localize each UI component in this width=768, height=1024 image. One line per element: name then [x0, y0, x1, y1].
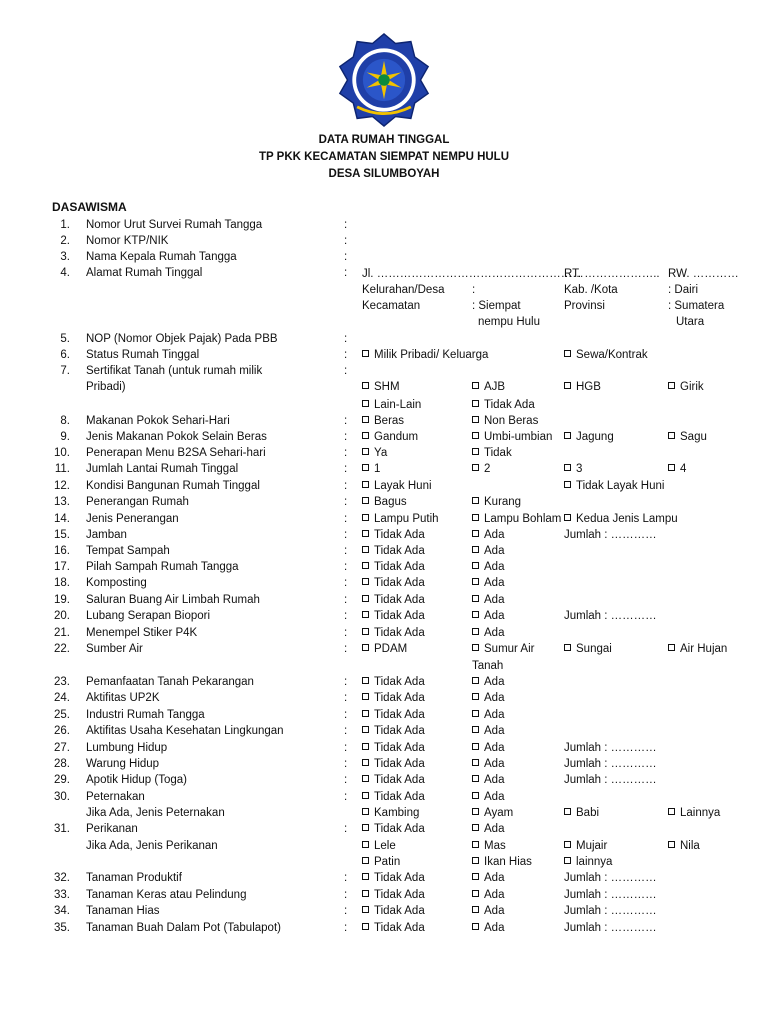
option-1[interactable]: Tidak Ada	[362, 920, 425, 936]
alamat-rt[interactable]: RT. ………………..	[564, 268, 660, 280]
form-row	[0, 429, 768, 445]
option-2[interactable]: Ada	[472, 887, 504, 903]
row-label: Penerapan Menu B2SA Sehari-hari	[86, 447, 266, 459]
row-number: 7.	[60, 365, 70, 377]
row-colon: :	[344, 594, 348, 606]
option-3[interactable]: Sungai	[564, 641, 612, 657]
row-label: Aktifitas Usaha Kesehatan Lingkungan	[86, 725, 284, 737]
row-number: 23.	[54, 676, 70, 688]
option-1[interactable]: Milik Pribadi/ Keluarga	[362, 347, 488, 363]
option-2[interactable]: Ada	[472, 821, 504, 837]
alamat-kecamatan-label: Kecamatan	[362, 300, 421, 312]
form-row	[0, 625, 768, 641]
row-colon: :	[344, 610, 348, 622]
form-row	[0, 233, 768, 249]
option-3[interactable]: lainnya	[564, 854, 612, 870]
option-2[interactable]: Ada	[472, 756, 504, 772]
option-3[interactable]: Mujair	[564, 838, 607, 854]
jumlah-field[interactable]: Jumlah : …………	[564, 529, 657, 541]
row-colon: :	[344, 709, 348, 721]
jumlah-field[interactable]: Jumlah : …………	[564, 758, 657, 770]
row-label: Pemanfaatan Tanah Pekarangan	[86, 676, 254, 688]
form-row	[0, 413, 768, 429]
row-colon: :	[344, 431, 348, 443]
form-row	[0, 887, 768, 903]
row-colon: :	[344, 235, 348, 247]
emblem-icon	[336, 32, 432, 128]
row-label: Jenis Penerangan	[86, 513, 179, 525]
row-colon: :	[344, 219, 348, 231]
row-number: 11.	[54, 463, 70, 475]
option-2[interactable]: Ada	[472, 920, 504, 936]
form-row	[0, 511, 768, 527]
row-number: 1.	[60, 219, 70, 231]
option-2[interactable]: Ada	[472, 674, 504, 690]
option-2[interactable]: Non Beras	[472, 413, 538, 429]
option-1[interactable]: Lampu Putih	[362, 511, 439, 527]
option-2[interactable]: Mas	[472, 838, 506, 854]
option-2-continued: Tanah	[472, 660, 504, 672]
row-colon: :	[344, 742, 348, 754]
option-2[interactable]: Ikan Hias	[472, 854, 532, 870]
form-row	[0, 756, 768, 772]
option-1[interactable]: Beras	[362, 413, 404, 429]
option-1[interactable]: Tidak Ada	[362, 559, 425, 575]
option-2[interactable]: Umbi-umbian	[472, 429, 552, 445]
option-1[interactable]: Gandum	[362, 429, 418, 445]
row-number: 9.	[60, 431, 70, 443]
option-4[interactable]: 4	[668, 461, 686, 477]
row-number: 4.	[60, 267, 70, 279]
row-number: 31.	[54, 823, 70, 835]
row-colon: :	[344, 447, 348, 459]
form-row	[0, 347, 768, 363]
row-colon: :	[344, 545, 348, 557]
row-label: Jika Ada, Jenis Peternakan	[86, 807, 225, 819]
option-2[interactable]: Ada	[472, 543, 504, 559]
option-1[interactable]: Tidak Ada	[362, 608, 425, 624]
form-row	[0, 461, 768, 477]
option-2[interactable]: Ada	[472, 789, 504, 805]
alamat-kelurahan-value[interactable]: :	[472, 284, 476, 296]
row-colon: :	[344, 529, 348, 541]
jumlah-field[interactable]: Jumlah : …………	[564, 872, 657, 884]
alamat-kelurahan-label: Kelurahan/Desa	[362, 284, 445, 296]
row-label: Tempat Sampah	[86, 545, 170, 557]
form-row	[0, 690, 768, 706]
row-label: Status Rumah Tinggal	[86, 349, 200, 361]
form-row	[0, 608, 768, 624]
row-colon: :	[344, 627, 348, 639]
row-number: 34.	[54, 905, 70, 917]
option-2[interactable]: Ada	[472, 608, 504, 624]
form-row	[0, 543, 768, 559]
alamat-jl[interactable]: Jl. ………………………………………………	[362, 268, 584, 280]
row-colon: :	[344, 513, 348, 525]
form-row	[0, 494, 768, 510]
form-row	[0, 641, 768, 657]
option-2[interactable]: Ada	[472, 870, 504, 886]
row-number: 10.	[54, 447, 70, 459]
form-row	[0, 559, 768, 575]
row-label: Penerangan Rumah	[86, 496, 189, 508]
form-row	[0, 592, 768, 608]
row-colon: :	[344, 349, 348, 361]
option-2[interactable]: Ada	[472, 559, 504, 575]
option-1[interactable]: PDAM	[362, 641, 407, 657]
form-row	[0, 903, 768, 919]
row-colon: :	[344, 643, 348, 655]
option-1[interactable]: Tidak Ada	[362, 707, 425, 723]
row-label: Saluran Buang Air Limbah Rumah	[86, 594, 260, 606]
row-label: Menempel Stiker P4K	[86, 627, 198, 639]
option-3[interactable]: Tidak Layak Huni	[564, 478, 664, 494]
row-colon: :	[344, 267, 348, 279]
option-1[interactable]: Tidak Ada	[362, 772, 425, 788]
row-number: 25.	[54, 709, 70, 721]
row-label: Apotik Hidup (Toga)	[86, 774, 187, 786]
form-row	[0, 478, 768, 494]
option-1[interactable]: Layak Huni	[362, 478, 432, 494]
row-number: 32.	[54, 872, 70, 884]
option-4[interactable]: Nila	[668, 838, 700, 854]
row-number: 2.	[60, 235, 70, 247]
alamat-provinsi-value: : Sumatera	[668, 300, 725, 312]
row-colon: :	[344, 791, 348, 803]
alamat-provinsi-label: Provinsi	[564, 300, 605, 312]
row-colon: :	[344, 889, 348, 901]
section-heading: DASAWISMA	[52, 200, 127, 214]
option-1[interactable]: Tidak Ada	[362, 690, 425, 706]
jumlah-field[interactable]: Jumlah : …………	[564, 742, 657, 754]
row-colon: :	[344, 415, 348, 427]
row-colon: :	[344, 676, 348, 688]
jumlah-field[interactable]: Jumlah : …………	[564, 774, 657, 786]
option-3[interactable]: Sewa/Kontrak	[564, 347, 648, 363]
option-1[interactable]: Tidak Ada	[362, 887, 425, 903]
row-number: 3.	[60, 251, 70, 263]
option-1[interactable]: Ya	[362, 445, 387, 461]
option-2[interactable]: Sumur Air	[472, 641, 535, 657]
form-row	[0, 249, 768, 265]
option-2[interactable]: Ada	[472, 592, 504, 608]
row-number: 18.	[54, 577, 70, 589]
option-1[interactable]: Tidak Ada	[362, 870, 425, 886]
row-number: 12.	[54, 480, 70, 492]
row-number: 33.	[54, 889, 70, 901]
row-label: Nomor Urut Survei Rumah Tangga	[86, 219, 263, 231]
option-2[interactable]: Ada	[472, 690, 504, 706]
row-colon: :	[344, 577, 348, 589]
row-label: Lumbung Hidup	[86, 742, 168, 754]
option-1[interactable]: Tidak Ada	[362, 723, 425, 739]
row-number: 24.	[54, 692, 70, 704]
row-colon: :	[344, 922, 348, 934]
row-number: 17.	[54, 561, 70, 573]
jumlah-field[interactable]: Jumlah : …………	[564, 610, 657, 622]
option-1[interactable]: Lele	[362, 838, 396, 854]
row-number: 35.	[54, 922, 70, 934]
form-row	[0, 821, 768, 837]
row-label: Sumber Air	[86, 643, 143, 655]
form-row	[0, 723, 768, 739]
row-number: 27.	[54, 742, 70, 754]
row-number: 13.	[54, 496, 70, 508]
row-label: Makanan Pokok Sehari-Hari	[86, 415, 230, 427]
alamat-kabkota-label: Kab. /Kota	[564, 284, 618, 296]
row-colon: :	[344, 251, 348, 263]
option-1[interactable]: SHM	[362, 379, 400, 395]
row-colon: :	[344, 758, 348, 770]
row-label: Kondisi Bangunan Rumah Tinggal	[86, 480, 260, 492]
form-row	[0, 379, 768, 395]
form-row	[0, 527, 768, 543]
row-colon: :	[344, 872, 348, 884]
option-2[interactable]: Lampu Bohlam	[472, 511, 561, 527]
row-label: Perikanan	[86, 823, 138, 835]
option-2[interactable]: Ada	[472, 903, 504, 919]
row-colon: :	[344, 561, 348, 573]
option-1[interactable]: Kambing	[362, 805, 419, 821]
row-label: Pribadi)	[86, 381, 126, 393]
row-number: 8.	[60, 415, 70, 427]
form-row	[0, 789, 768, 805]
row-number: 28.	[54, 758, 70, 770]
alamat-kecamatan-value-2: nempu Hulu	[478, 316, 541, 328]
row-label: Jamban	[86, 529, 127, 541]
option-4[interactable]: Lainnya	[668, 805, 720, 821]
row-label: Warung Hidup	[86, 758, 160, 770]
option-2[interactable]: Tidak	[472, 445, 512, 461]
row-number: 14.	[54, 513, 70, 525]
option-2[interactable]: Tidak Ada	[472, 397, 535, 413]
row-label: Aktifitas UP2K	[86, 692, 160, 704]
alamat-rw[interactable]: RW. …………	[668, 268, 739, 280]
row-number: 15.	[54, 529, 70, 541]
row-label: Komposting	[86, 577, 147, 589]
row-label: Nomor KTP/NIK	[86, 235, 169, 247]
option-1[interactable]: Tidak Ada	[362, 740, 425, 756]
option-3[interactable]: Kedua Jenis Lampu	[564, 511, 678, 527]
row-label: Nama Kepala Rumah Tangga	[86, 251, 237, 263]
form-row	[0, 397, 768, 413]
row-label: Tanaman Keras atau Pelindung	[86, 889, 247, 901]
option-1[interactable]: 1	[362, 461, 380, 477]
form-row	[0, 920, 768, 936]
option-4[interactable]: Sagu	[668, 429, 707, 445]
row-number: 29.	[54, 774, 70, 786]
form-row	[0, 674, 768, 690]
row-label: NOP (Nomor Objek Pajak) Pada PBB	[86, 333, 278, 345]
row-number: 5.	[60, 333, 70, 345]
form-row	[0, 870, 768, 886]
option-3[interactable]: Babi	[564, 805, 599, 821]
form-row	[0, 854, 768, 870]
option-2[interactable]: Ada	[472, 575, 504, 591]
jumlah-field[interactable]: Jumlah : …………	[564, 905, 657, 917]
option-2[interactable]: Ada	[472, 707, 504, 723]
option-1[interactable]: Tidak Ada	[362, 789, 425, 805]
option-4[interactable]: Air Hujan	[668, 641, 727, 657]
option-2[interactable]: 2	[472, 461, 490, 477]
row-label: Peternakan	[86, 791, 145, 803]
row-number: 21.	[54, 627, 70, 639]
option-2[interactable]: AJB	[472, 379, 505, 395]
form-row	[0, 838, 768, 854]
row-label: Industri Rumah Tangga	[86, 709, 205, 721]
row-number: 20.	[54, 610, 70, 622]
row-colon: :	[344, 496, 348, 508]
row-colon: :	[344, 905, 348, 917]
form-row	[0, 445, 768, 461]
row-label: Tanaman Buah Dalam Pot (Tabulapot)	[86, 922, 281, 934]
row-number: 22.	[54, 643, 70, 655]
form-row	[0, 575, 768, 591]
row-label: Pilah Sampah Rumah Tangga	[86, 561, 239, 573]
form-row	[0, 805, 768, 821]
row-number: 6.	[60, 349, 70, 361]
row-number: 19.	[54, 594, 70, 606]
page-title: DATA RUMAH TINGGAL	[318, 134, 450, 146]
row-label: Alamat Rumah Tinggal	[86, 267, 203, 279]
option-2[interactable]: Ada	[472, 723, 504, 739]
row-number: 26.	[54, 725, 70, 737]
option-1[interactable]: Tidak Ada	[362, 592, 425, 608]
page-subtitle-village: DESA SILUMBOYAH	[328, 168, 440, 180]
row-colon: :	[344, 333, 348, 345]
form-row	[0, 217, 768, 233]
row-number: 16.	[54, 545, 70, 557]
row-colon: :	[344, 692, 348, 704]
option-3[interactable]: HGB	[564, 379, 601, 395]
row-label: Lubang Serapan Biopori	[86, 610, 211, 622]
form-row	[0, 658, 768, 674]
row-label: Jumlah Lantai Rumah Tinggal	[86, 463, 239, 475]
option-2[interactable]: Ada	[472, 527, 504, 543]
row-colon: :	[344, 463, 348, 475]
option-1[interactable]: Bagus	[362, 494, 407, 510]
option-2[interactable]: Ada	[472, 740, 504, 756]
row-colon: :	[344, 365, 348, 377]
form-row	[0, 740, 768, 756]
option-1[interactable]: Patin	[362, 854, 400, 870]
alamat-provinsi-value-2: Utara	[676, 316, 705, 328]
option-4[interactable]: Girik	[668, 379, 704, 395]
option-1[interactable]: Tidak Ada	[362, 756, 425, 772]
row-label: Jika Ada, Jenis Perikanan	[86, 840, 218, 852]
option-3[interactable]: 3	[564, 461, 582, 477]
jumlah-field[interactable]: Jumlah : …………	[564, 889, 657, 901]
option-2[interactable]: Kurang	[472, 494, 521, 510]
option-1[interactable]: Tidak Ada	[362, 903, 425, 919]
row-label: Tanaman Hias	[86, 905, 160, 917]
option-1[interactable]: Tidak Ada	[362, 821, 425, 837]
option-1[interactable]: Lain-Lain	[362, 397, 421, 413]
row-label: Jenis Makanan Pokok Selain Beras	[86, 431, 267, 443]
option-1[interactable]: Tidak Ada	[362, 527, 425, 543]
option-1[interactable]: Tidak Ada	[362, 543, 425, 559]
page-subtitle: TP PKK KECAMATAN SIEMPAT NEMPU HULU	[258, 151, 510, 163]
row-number: 30.	[54, 791, 70, 803]
row-colon: :	[344, 823, 348, 835]
row-colon: :	[344, 480, 348, 492]
jumlah-field[interactable]: Jumlah : …………	[564, 922, 657, 934]
form-row	[0, 772, 768, 788]
row-colon: :	[344, 774, 348, 786]
form-row	[0, 363, 768, 379]
option-1[interactable]: Tidak Ada	[362, 625, 425, 641]
alamat-kabkota-value: : Dairi	[668, 284, 699, 296]
option-1[interactable]: Tidak Ada	[362, 575, 425, 591]
option-3[interactable]: Jagung	[564, 429, 614, 445]
option-1[interactable]: Tidak Ada	[362, 674, 425, 690]
option-2[interactable]: Ada	[472, 772, 504, 788]
form-row	[0, 707, 768, 723]
form-row	[0, 331, 768, 347]
option-2[interactable]: Ayam	[472, 805, 513, 821]
row-colon: :	[344, 725, 348, 737]
alamat-kecamatan-value: : Siempat	[472, 300, 521, 312]
row-label: Tanaman Produktif	[86, 872, 182, 884]
row-label: Sertifikat Tanah (untuk rumah milik	[86, 365, 263, 377]
option-2[interactable]: Ada	[472, 625, 504, 641]
